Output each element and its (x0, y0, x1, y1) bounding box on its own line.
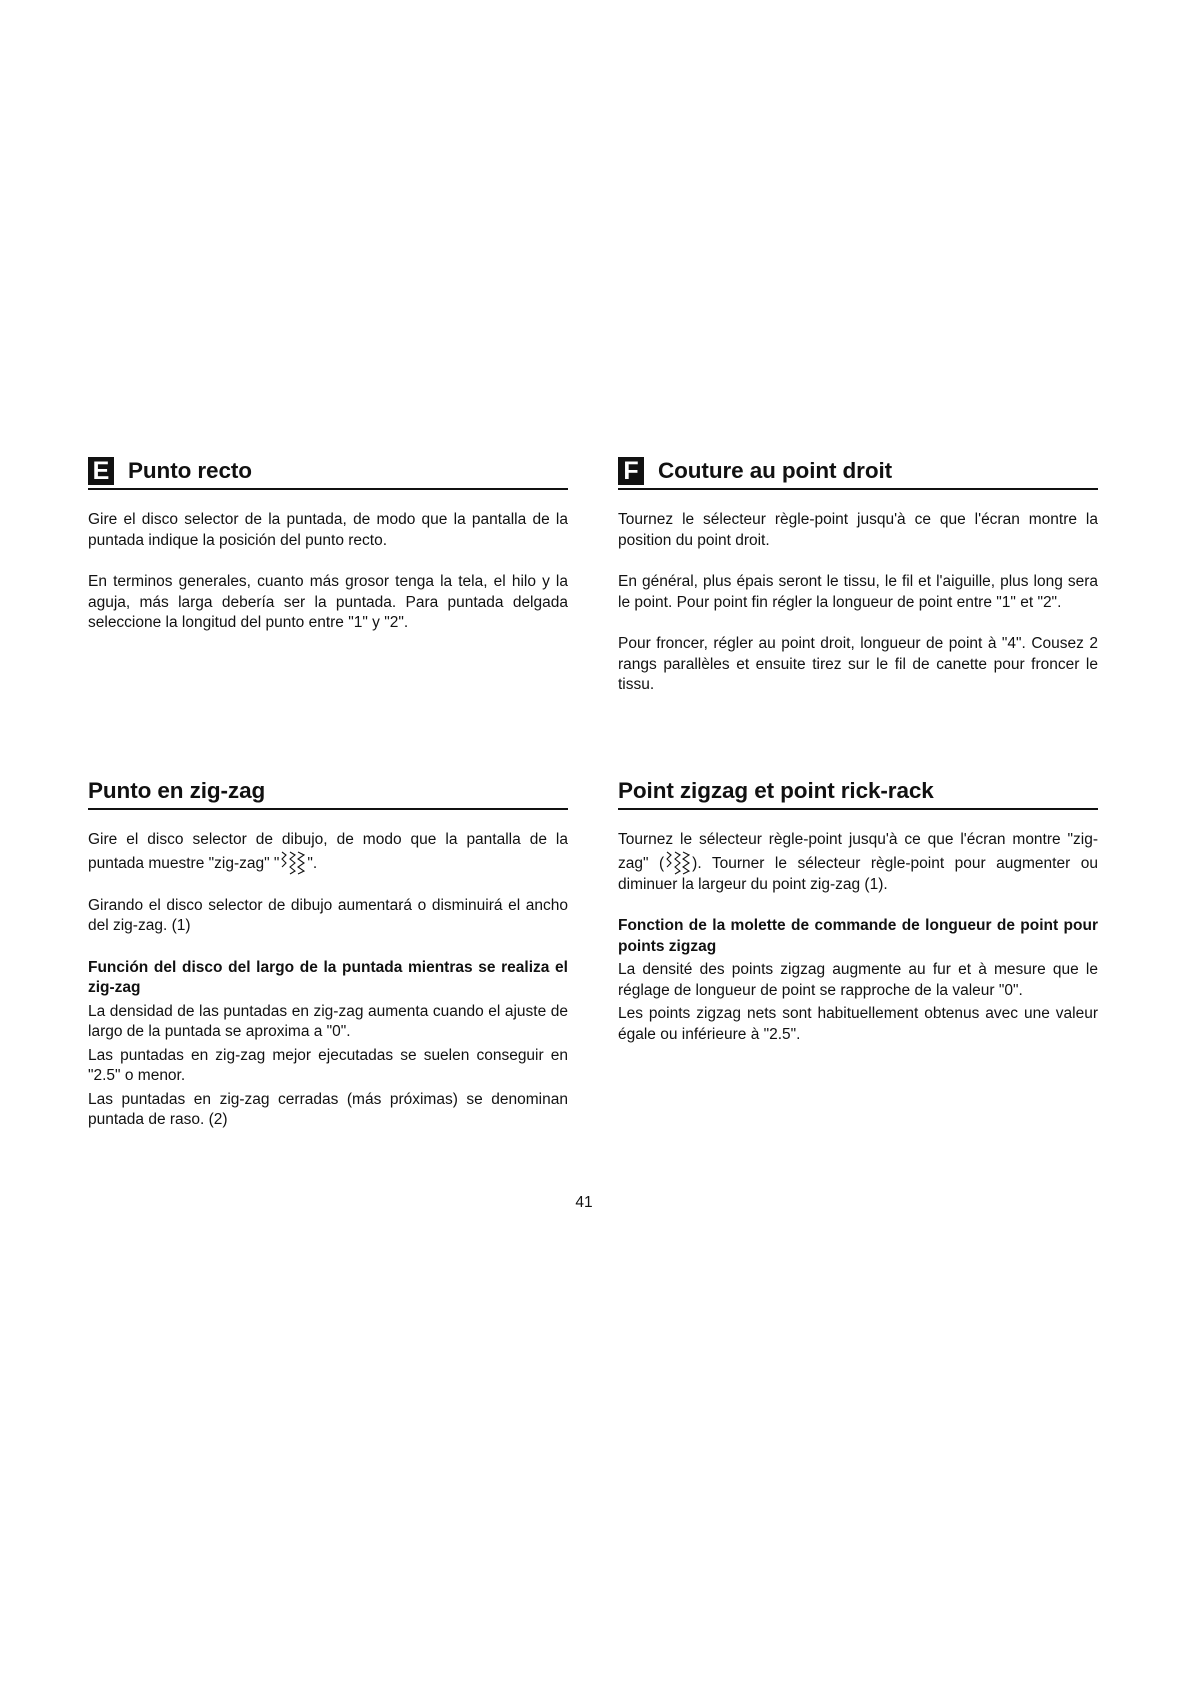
section-heading (618, 456, 1098, 490)
section-heading (88, 776, 568, 810)
language-badge-e: E (88, 457, 114, 485)
paragraph: Les points zigzag nets sont habituellement obtenus avec une valeur égale ou inférieure à "2.5". (618, 1005, 1098, 1043)
paragraph: Las puntadas en zig-zag cerradas (más próximas) se denominan puntada de raso. (2) (88, 1090, 568, 1128)
paragraph: En terminos generales, cuanto más grosor tenga la tela, el hilo y la aguja, más larga debería ser la puntada. Para puntada delgada seleccione la longitud del punto entre "1" y "2". (88, 573, 568, 631)
text: Gire el disco selector de dibujo, de modo que la pantalla de la puntada muestre "zig-zag" " (88, 831, 568, 872)
section-title: Punto recto (128, 458, 252, 483)
paragraph: La densité des points zigzag augmente au fur et à mesure que le réglage de longueur de point se rapproche de la valeur "0". (618, 961, 1098, 999)
language-badge-f: F (618, 457, 644, 485)
paragraph: Tournez le sélecteur règle-point jusqu'à ce que l'écran montre la position du point droit. (618, 511, 1098, 549)
paragraph: La densidad de las puntadas en zig-zag aumenta cuando el ajuste de largo de la puntada se aproxima a "0". (88, 1002, 568, 1040)
paragraph: Pour froncer, régler au point droit, longueur de point à "4". Cousez 2 rangs parallèles et ensuite tirez sur le fil de canette pour froncer le tissu. (618, 635, 1098, 693)
section-title: Couture au point droit (658, 458, 893, 483)
paragraph: En général, plus épais seront le tissu, le fil et l'aiguille, plus long sera le point. Pour point fin régler la longueur de point entre "1" et "2". (618, 573, 1098, 611)
paragraph-zigzag-intro (618, 830, 1098, 895)
section-point-zigzag (618, 776, 1098, 1048)
section-heading (88, 456, 568, 490)
section-couture-point-droit (618, 456, 1098, 717)
paragraph: Gire el disco selector de la puntada, de modo que la pantalla de la puntada indique la posición del punto recto. (88, 511, 568, 549)
subheading: Fonction de la molette de commande de longueur de point pour points zigzag (618, 917, 1098, 955)
text: ". (307, 854, 318, 872)
paragraph: Las puntadas en zig-zag mejor ejecutadas se suelen conseguir en "2.5" o menor. (88, 1046, 568, 1084)
section-punto-recto (88, 456, 568, 655)
zigzag-stitch-icon (665, 851, 691, 875)
zigzag-stitch-icon (280, 851, 306, 875)
section-punto-zigzag (88, 776, 568, 1134)
text: Tournez le sélecteur règle-point jusqu'à ce que l'écran montre "zig-zag" ( (618, 831, 1098, 872)
paragraph-zigzag-intro (88, 830, 568, 875)
text: ). Tourner le sélecteur règle-point pour augmenter ou diminuer la largeur du point zig-zag (1). (618, 854, 1099, 893)
section-heading (618, 776, 1098, 810)
page-number: 41 (575, 1194, 593, 1211)
paragraph: Girando el disco selector de dibujo aumentará o disminuirá el ancho del zig-zag. (1) (88, 896, 568, 934)
subheading: Función del disco del largo de la puntada mientras se realiza el zig-zag (88, 958, 568, 996)
section-title: Punto en zig-zag (88, 778, 266, 803)
section-title: Point zigzag et point rick-rack (618, 778, 934, 803)
